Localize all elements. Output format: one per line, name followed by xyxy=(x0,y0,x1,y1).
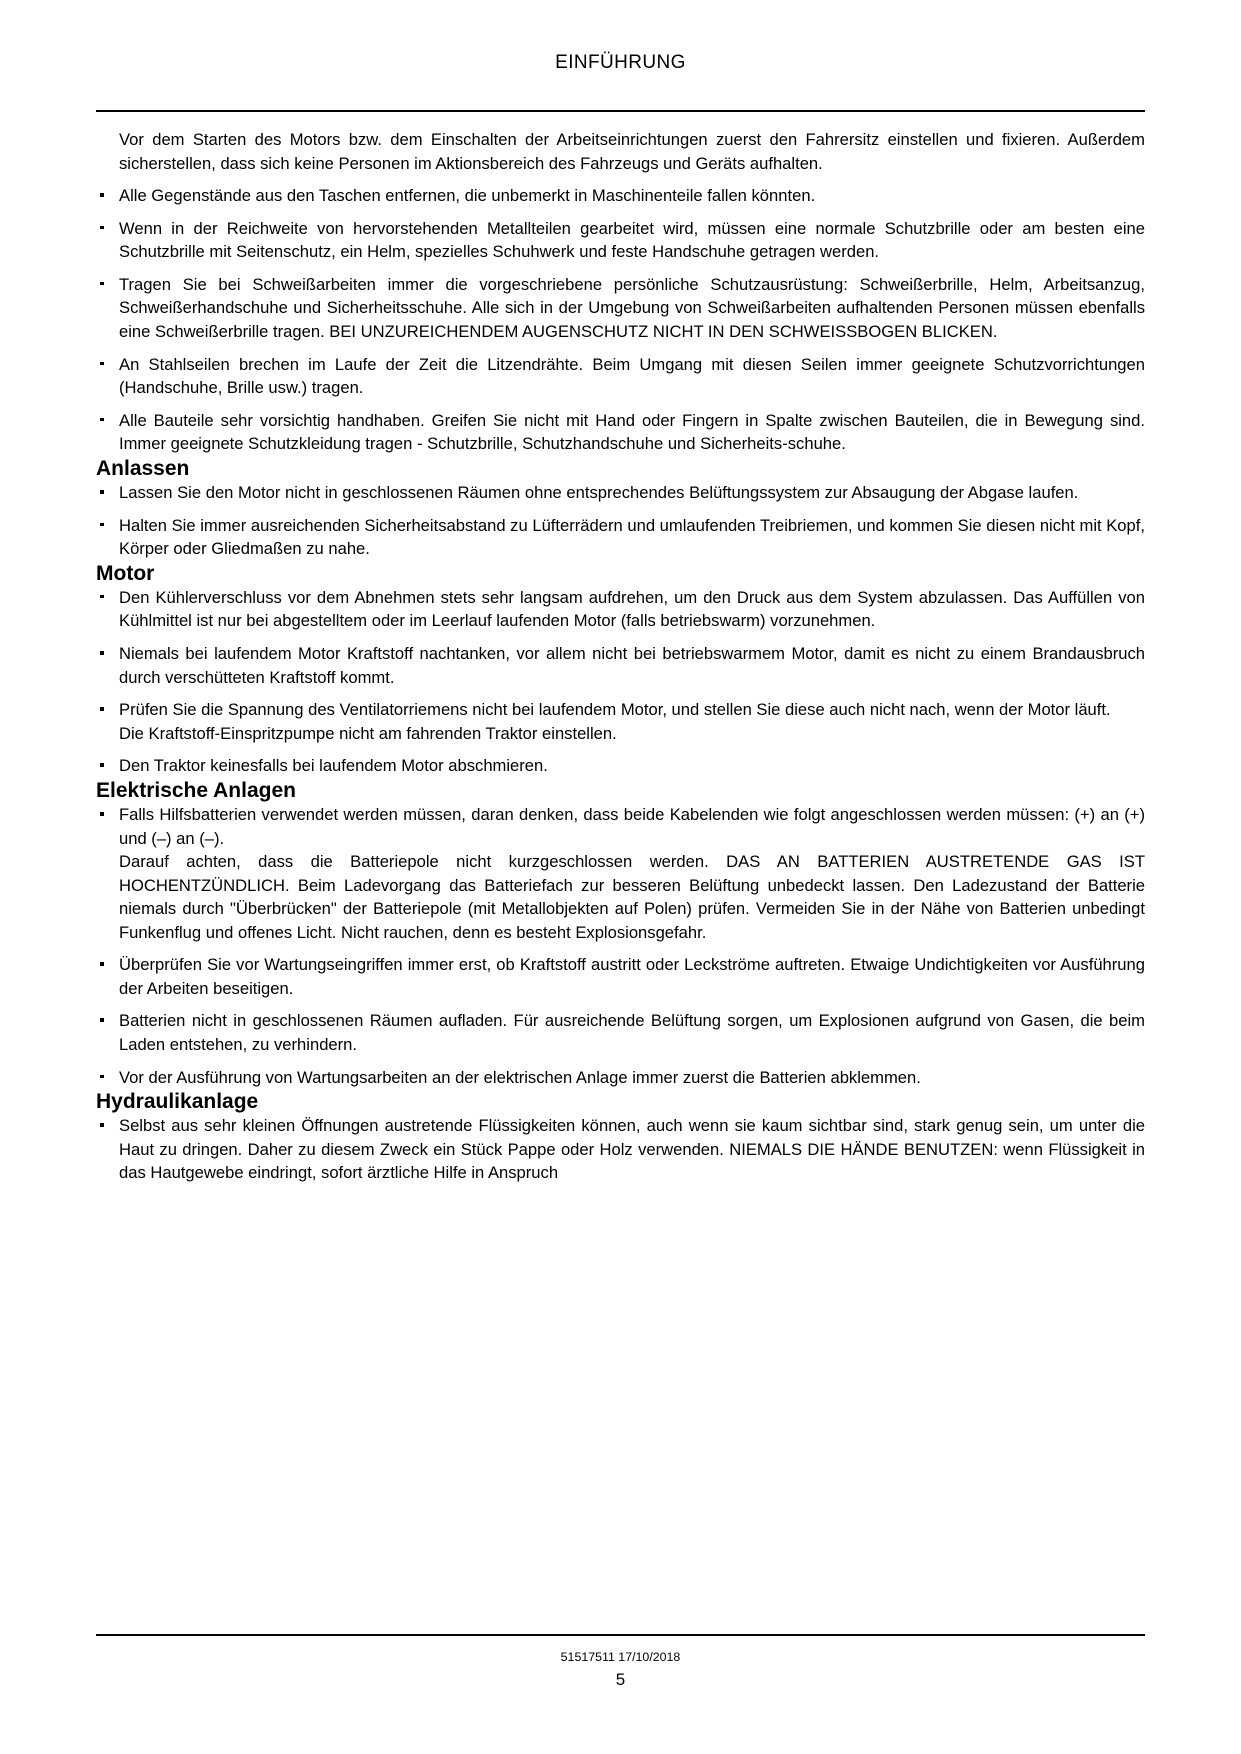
bullet-icon xyxy=(100,1075,104,1079)
list-item xyxy=(96,481,1145,505)
page-header xyxy=(96,52,1145,75)
section-heading-anlassen: Anlassen xyxy=(96,456,190,480)
bullet-icon xyxy=(100,1018,104,1022)
list-item xyxy=(96,409,1145,456)
bullet-text: Wenn in der Reichweite von hervorstehenden Metallteilen gearbeitet wird, müssen eine normale Schutzbrille oder am besten eine Schutzbrille mit Seitenschutz, ein Helm, spezielles Schuhwerk und feste Handschuhe getragen werden. xyxy=(119,218,1145,262)
list-item xyxy=(96,514,1145,561)
section-heading-hydraulikanlage: Hydraulikanlage xyxy=(96,1090,259,1114)
bullet-text: Halten Sie immer ausreichenden Sicherheitsabstand zu Lüfterrädern und umlaufenden Treibriemen, und kommen Sie diesen nicht mit Kopf, Körper oder Gliedmaßen zu nahe. xyxy=(119,515,1145,559)
bullet-icon xyxy=(100,812,104,816)
bullet-text: Alle Gegenstände aus den Taschen entfernen, die unbemerkt in Maschinenteile fallen könnten. xyxy=(119,186,816,206)
bullet-icon xyxy=(100,707,104,711)
bullet-icon xyxy=(100,1123,104,1127)
bullet-text: Den Traktor keinesfalls bei laufendem Motor abschmieren. xyxy=(119,756,548,776)
bullet-icon xyxy=(100,523,104,527)
list-item xyxy=(96,273,1145,344)
bullet-icon xyxy=(100,282,104,286)
list-item xyxy=(96,217,1145,264)
page-number: 5 xyxy=(615,1670,626,1690)
bullet-text: Selbst aus sehr kleinen Öffnungen austretende Flüssigkeiten können, auch wenn sie kaum sichtbar sind, stark genug sein, um unter die Haut zu dringen. Daher zu diesem Zweck ein Stück Pappe oder Holz verwenden. NIEMALS DIE HÄNDE BENUTZEN: wenn Flüssigkeit in das Hautgewebe eindringt, sofort ärztliche Hilfe in Anspruch xyxy=(119,1116,1145,1183)
section-heading-motor: Motor xyxy=(96,561,155,585)
list-item xyxy=(96,1066,1145,1090)
bullet-text: Überprüfen Sie vor Wartungseingriffen immer erst, ob Kraftstoff austritt oder Leckströme auftreten. Etwaige Undichtigkeiten vor Ausführung der Arbeiten beseitigen. xyxy=(119,955,1145,998)
bullet-icon xyxy=(100,193,104,197)
section-bullet-list-elektrische-anlagen xyxy=(96,803,1145,1089)
intro-bullet-list xyxy=(96,184,1145,456)
section-bullet-list-motor xyxy=(96,586,1145,778)
bullet-text: Falls Hilfsbatterien verwendet werden müssen, daran denken, dass beide Kabelenden wie folgt angeschlossen werden müssen: (+) an (+) und (–) an (–). xyxy=(119,804,1145,848)
bullet-text: Niemals bei laufendem Motor Kraftstoff nachtanken, vor allem nicht bei betriebswarmem Motor, damit es nicht zu einem Brandausbruch durch verschütteten Kraftstoff kommt. xyxy=(119,643,1145,687)
list-item xyxy=(96,754,1145,778)
bullet-icon xyxy=(100,651,104,655)
list-item xyxy=(96,1009,1145,1056)
bullet-icon xyxy=(100,595,104,599)
bullet-icon xyxy=(100,763,104,767)
bullet-icon xyxy=(100,226,104,230)
section-heading-elektrische-anlagen: Elektrische Anlagen xyxy=(96,778,296,802)
bullet-text: Tragen Sie bei Schweißarbeiten immer die vorgeschriebene persönliche Schutzausrüstung: Schweißerbrille, Helm, Arbeitsanzug, Schweißerhandschuhe und Sicherheitsschuhe. Alle sich in der Umgebung von Schweißarbeiten aufhaltenden Personen müssen ebenfalls eine Schweißerbrille tragen. BEI UNZUREICHENDEM AUGENSCHUTZ NICHT IN DEN SCHWEISSBOGEN BLICKEN. xyxy=(119,274,1145,341)
lead-paragraph: Vor dem Starten des Motors bzw. dem Einschalten der Arbeitseinrichtungen zuerst den Fahrersitz einstellen und fixieren. Außerdem sicherstellen, dass sich keine Personen im Aktionsbereich des Fahrzeugs und Geräts aufhalten. xyxy=(119,130,1145,173)
bullet-text: Batterien nicht in geschlossenen Räumen aufladen. Für ausreichende Belüftung sorgen, um Explosionen aufgrund von Gasen, die beim Laden entstehen, zu verhindern. xyxy=(119,1011,1145,1054)
bullet-icon xyxy=(100,362,104,366)
bullet-icon xyxy=(100,490,104,494)
list-item xyxy=(96,586,1145,633)
document-content xyxy=(96,128,1145,1185)
footer-divider xyxy=(96,1634,1145,1636)
list-item xyxy=(96,184,1145,208)
list-item xyxy=(96,953,1145,1000)
page-footer xyxy=(96,1649,1145,1692)
bullet-text: An Stahlseilen brechen im Laufe der Zeit die Litzendrähte. Beim Umgang mit diesen Seilen immer geeignete Schutzvorrichtungen (Handschuhe, Brille usw.) tragen. xyxy=(119,354,1145,398)
list-item xyxy=(96,642,1145,689)
bullet-text: Alle Bauteile sehr vorsichtig handhaben. Greifen Sie nicht mit Hand oder Fingern in Spalte zwischen Bauteilen, die in Bewegung sind. Immer geeignete Schutzkleidung tragen - Schutzbrille, Schutzhandschuhe und Sicherheits-schuhe. xyxy=(119,410,1145,454)
bullet-subtext: Die Kraftstoff-Einspritzpumpe nicht am fahrenden Traktor einstellen. xyxy=(119,723,617,743)
bullet-text: Den Kühlerverschluss vor dem Abnehmen stets sehr langsam aufdrehen, um den Druck aus dem System abzulassen. Das Auffüllen von Kühlmittel ist nur bei abgestelltem oder im Leerlauf laufenden Motor (falls betriebswarm) vorzunehmen. xyxy=(119,587,1145,631)
list-item xyxy=(96,1114,1145,1185)
list-item xyxy=(96,803,1145,944)
header-divider xyxy=(96,110,1145,112)
bullet-subtext: Darauf achten, dass die Batteriepole nicht kurzgeschlossen werden. DAS AN BATTERIEN AUSTRETENDE GAS IST HOCHENTZÜNDLICH. Beim Ladevorgang das Batteriefach zur besseren Belüftung unbedeckt lassen. Den Ladezustand der Batterie niemals durch "Überbrücken" der Batteriepole (mit Metallobjekten auf Polen) prüfen. Vermeiden Sie in der Nähe von Batterien unbedingt Funkenflug und offenes Licht. Nicht rauchen, denn es besteht Explosionsgefahr. xyxy=(119,852,1145,942)
bullet-icon xyxy=(100,962,104,966)
section-bullet-list-hydraulikanlage xyxy=(96,1114,1145,1185)
bullet-text: Vor der Ausführung von Wartungsarbeiten an der elektrischen Anlage immer zuerst die Batterien abklemmen. xyxy=(119,1067,921,1087)
bullet-text: Lassen Sie den Motor nicht in geschlossenen Räumen ohne entsprechendes Belüftungssystem zur Absaugung der Abgase laufen. xyxy=(119,482,1079,502)
page-title: EINFÜHRUNG xyxy=(555,52,686,73)
list-item xyxy=(96,353,1145,400)
list-item xyxy=(96,698,1145,745)
bullet-icon xyxy=(100,418,104,422)
section-bullet-list-anlassen xyxy=(96,481,1145,561)
bullet-text: Prüfen Sie die Spannung des Ventilatorriemens nicht bei laufendem Motor, und stellen Sie diese auch nicht nach, wenn der Motor läuft. xyxy=(119,700,1111,720)
document-code: 51517511 17/10/2018 xyxy=(560,1650,681,1665)
